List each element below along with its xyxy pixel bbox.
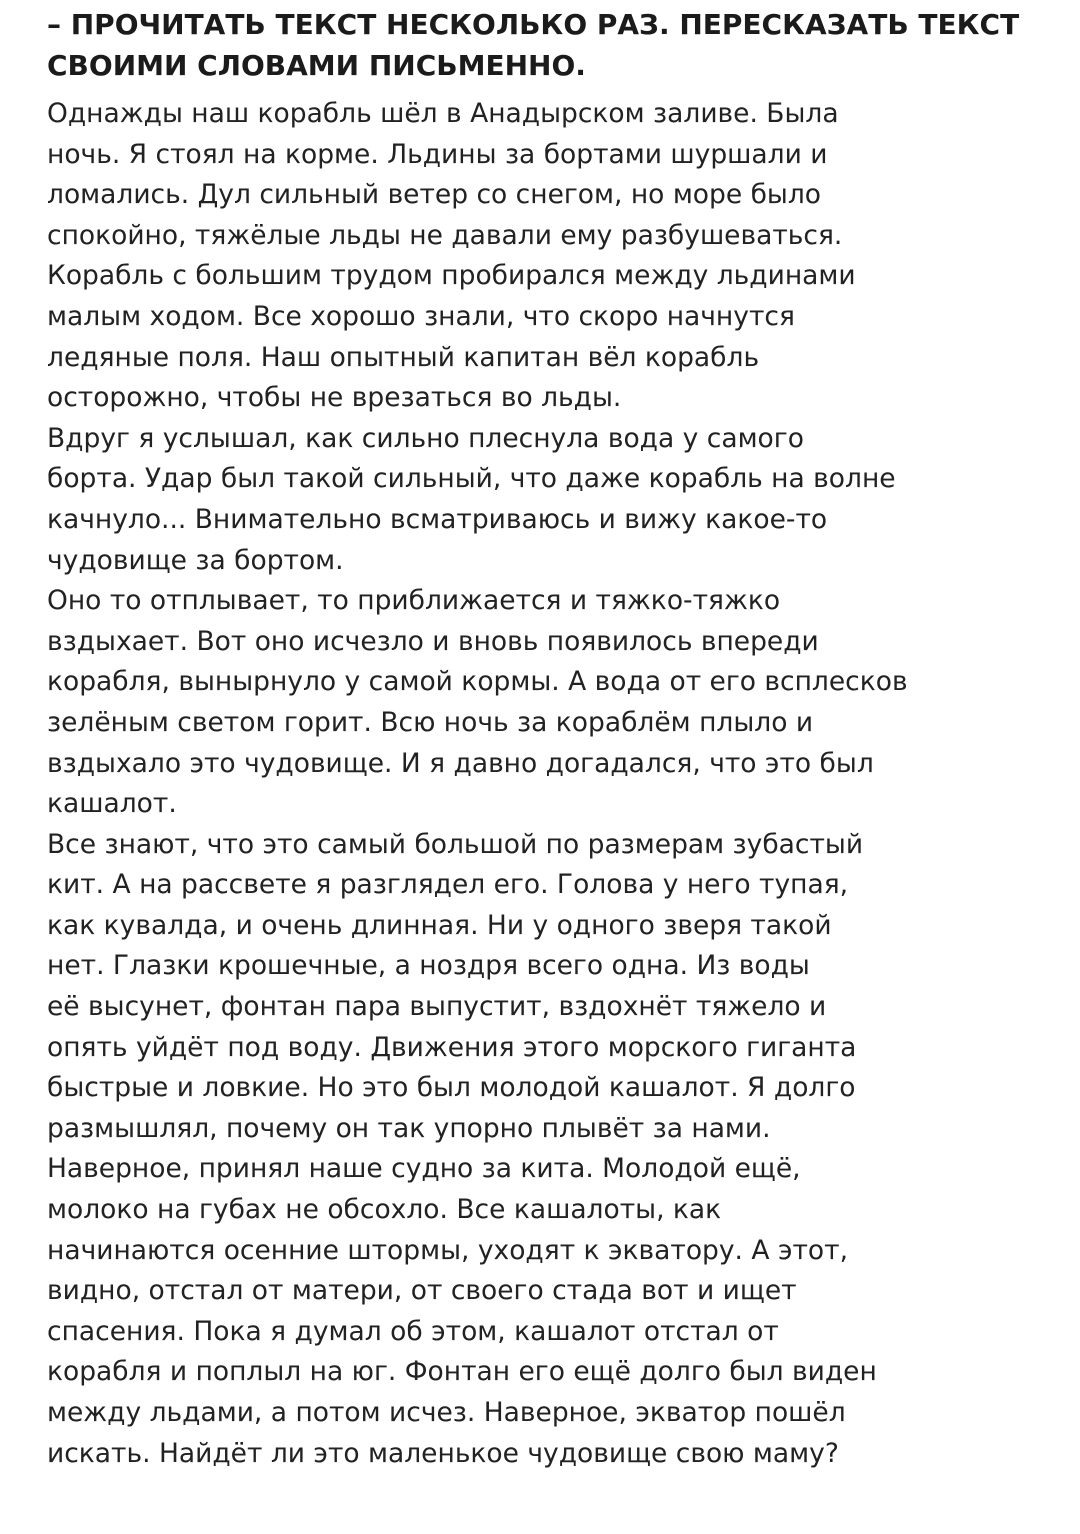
text-line: спасения. Пока я думал об этом, кашалот отстал от (47, 1315, 779, 1347)
text-line: борта. Удар был такой сильный, что даже корабль на волне (47, 463, 896, 495)
text-line: Однажды наш корабль шёл в Анадырском заливе. Была (47, 98, 839, 129)
text-line: ломались. Дул сильный ветер со снегом, но море было (47, 179, 821, 211)
text-line: видно, отстал от матери, от своего стада вот и ищет (47, 1275, 797, 1307)
text-line: корабля и поплыл на юг. Фонтан его ещё долго был виден (47, 1356, 877, 1388)
text-line: как кувалда, и очень длинная. Ни у одного зверя такой (47, 909, 832, 941)
text-line: Все знают, что это самый большой по размерам зубастый (47, 828, 864, 860)
text-line: зелёным светом горит. Всю ночь за кораблём плыло и (47, 706, 814, 738)
text-line: быстрые и ловкие. Но это был молодой кашалот. Я долго (47, 1072, 856, 1104)
heading-line: СВОИМИ СЛОВАМИ ПИСЬМЕННО. (47, 49, 586, 82)
text-line: вздыхает. Вот оно исчезло и вновь появилось впереди (47, 625, 819, 657)
text-line: искать. Найдёт ли это маленькое чудовище свою маму? (47, 1437, 839, 1469)
task-heading (47, 4, 1040, 86)
story-text (47, 94, 1040, 1474)
text-line: малым ходом. Все хорошо знали, что скоро начнутся (47, 300, 795, 332)
text-line: ледяные поля. Наш опытный капитан вёл корабль (47, 341, 760, 373)
text-line: начинаются осенние штормы, уходят к экватору. А этот, (47, 1234, 849, 1266)
text-line: опять уйдёт под воду. Движения этого морского гиганта (47, 1031, 857, 1063)
text-line: вздыхало это чудовище. И я давно догадался, что это был (47, 747, 874, 779)
text-line: корабля, вынырнуло у самой кормы. А вода от его всплесков (47, 666, 908, 698)
text-line: молоко на губах не обсохло. Все кашалоты, как (47, 1194, 722, 1226)
heading-line: – ПРОЧИТАТЬ ТЕКСТ НЕСКОЛЬКО РАЗ. ПЕРЕСКАЗАТЬ ТЕКСТ (47, 8, 1020, 41)
text-line: Корабль с большим трудом пробирался между льдинами (47, 260, 856, 292)
text-line: размышлял, почему он так упорно плывёт за нами. (47, 1112, 771, 1144)
text-line: спокойно, тяжёлые льды не давали ему разбушеваться. (47, 219, 843, 251)
text-line: Вдруг я услышал, как сильно плеснула вода у самого (47, 422, 804, 454)
text-line: кашалот. (47, 788, 177, 820)
text-line: Наверное, принял наше судно за кита. Молодой ещё, (47, 1153, 801, 1185)
text-line: ночь. Я стоял на корме. Льдины за бортами шуршали и (47, 138, 828, 170)
text-line: чудовище за бортом. (47, 544, 344, 576)
text-line: нет. Глазки крошечные, а ноздря всего одна. Из воды (47, 950, 810, 982)
text-line: между льдами, а потом исчез. Наверное, экватор пошёл (47, 1397, 846, 1428)
text-line: её высунет, фонтан пара выпустит, вздохнёт тяжело и (47, 991, 827, 1023)
text-line: кит. А на рассвете я разглядел его. Голова у него тупая, (47, 869, 849, 901)
text-line: Оно то отплывает, то приближается и тяжко-тяжко (47, 585, 781, 617)
text-line: осторожно, чтобы не врезаться во льды. (47, 382, 622, 414)
text-line: качнуло... Внимательно всматриваюсь и вижу какое-то (47, 503, 828, 535)
